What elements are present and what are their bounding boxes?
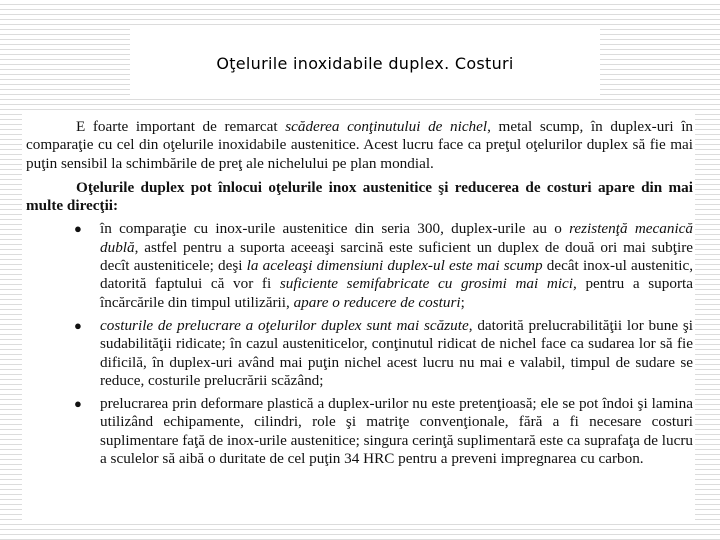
bullet-2-emphasis: costurile de prelucrare a oţelurilor duplex sunt mai scăzute [100, 316, 469, 334]
slide-title: Oţelurile inoxidabile duplex. Costuri [216, 53, 514, 73]
intro-text-1: E foarte important de remarcat [76, 118, 286, 135]
document-page [22, 114, 695, 524]
bullet-1-emphasis-2: la aceleaşi dimensiuni duplex-ul este mai scump [246, 257, 543, 275]
bullet-marker: ● [74, 221, 82, 237]
list-item [26, 395, 693, 468]
intro-paragraph [26, 118, 693, 173]
bullet-1-text-3: decât inox-ul austenitic, datorită faptului că vor fi [100, 257, 694, 293]
bullet-1-emphasis-1: rezistenţă mecanică dublă [100, 220, 694, 256]
bullet-3-text: prelucrarea prin deformare plastică a duplex-urilor nu este pretenţioasă; ele se pot îndoi şi lamina utilizând echipamente, cilindri, role şi matriţe convenţionale, fără a fi necesare costuri suplimentare faţă de inox-urile austenitice; singura cerinţă suplimentară este ca suprafaţa de lucru a sculelor să aibă o duritate de cel puţin 34 HRC pentru a preveni impregnarea cu carbon. [100, 395, 693, 468]
list-item [26, 317, 693, 390]
bullet-1-text-4: , pentru a suporta încărcările din timpul utilizării, [100, 275, 693, 311]
bullet-marker: ● [74, 396, 82, 412]
lead-paragraph: Oţelurile duplex pot înlocui oţelurile inox austenitice şi reducerea de costuri apare din mai multe direcţii: [26, 178, 693, 215]
bullet-1-text-5: ; [460, 293, 465, 311]
bullet-1-emphasis-4: apare o reducere de costuri [293, 293, 461, 311]
bullet-1-text-1: în comparaţie cu inox-urile austenitice din seria 300, duplex-urile au o [100, 220, 570, 238]
bullet-list [26, 220, 693, 468]
bullet-1-emphasis-3: suficiente semifabricate cu grosimi mai mici [279, 275, 574, 293]
bullet-marker: ● [74, 317, 82, 333]
bullet-2-text: , datorită prelucrabilităţii lor bune şi sudabilităţii ridicate; în cazul austeniticelor, conţinutul ridicat de nichel face ca sudarea lor să fie dificilă, în duplex-uri având mai puţin nichel acest lucru nu mai e valabil, timpul de sudare se reduce, costurile prelucrării scăzând; [100, 316, 693, 389]
bullet-1-text-2: , astfel pentru a suporta aceeaşi sarcină este suficient un duplex de două ori mai subţire decît austeniticele; deşi [100, 238, 693, 275]
intro-text-2: , metal scump, în duplex-uri în comparaţie cu cel din oţelurile inoxidabile austenitice. Acest lucru face ca preţul oţelurilor duplex să fie mai puţin sensibil la schimbările de preţ ale nichelului pe plan mondial. [26, 118, 694, 172]
intro-emphasis: scăderea conţinutului de nichel [285, 118, 488, 135]
list-item [26, 220, 693, 311]
title-box [130, 28, 600, 98]
